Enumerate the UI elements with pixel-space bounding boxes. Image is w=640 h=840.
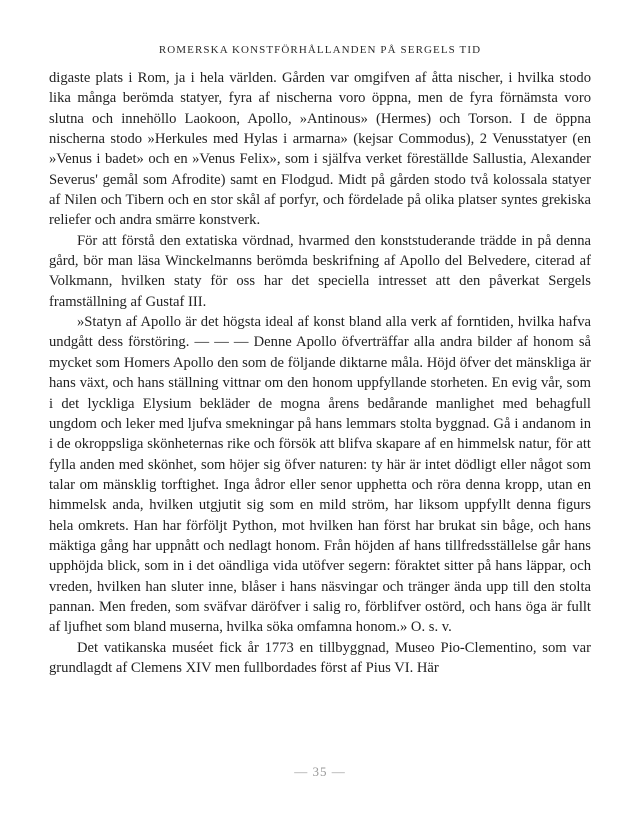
paragraph-museo-pio-clementino: Det vatikanska muséet fick år 1773 en tillbyggnad, Museo Pio-Clementino, som var grundlagdt af Clemens XIV men fullbordades först af Pius VI. Här xyxy=(49,639,591,676)
paragraph-winckelmann-intro: För att förstå den extatiska vördnad, hvarmed den konststuderande trädde in på denna gård, bör man läsa Winckelmanns berömda beskrifning af Apollo del Belvedere, citerad af Volkmann, hvilken staty för oss har det speciella intresset att den påverkat Sergels framställning af Gustaf III. xyxy=(49,232,591,310)
running-head: ROMERSKA KONSTFÖRHÅLLANDEN PÅ SERGELS TID xyxy=(158,44,482,56)
paragraph-apollo-quote: »Statyn af Apollo är det högsta ideal af konst bland alla verk af forntiden, hvilka hafva undgått dess förstöring. — — — Denne Apollo öfverträffar alla andra bilder af honom så mycket som Homers Apollo den som de följande diktarne måla. Höjd öfver det mänskliga är hans växt, och hans ställning vittnar om den honom uppfyllande storheten. En evig vår, som i det lyckliga Elysium bekläder de mogna årens bedårande manlighet med behagfull ungdom och leker med ljufva smekningar på hans lemmars stolta byggnad. Gå i andanom in i de okroppsliga skönheternas rike och försök att blifva skapare af en himmelsk natur, för att fylla anden med skönhet, som höjer sig öfver naturen: ty här är intet dödligt eller något som talar om mänsklig torftighet. Inga ådror eller senor upphetta och röra denna kropp, utan en himmelsk anda, hvilken utgjutit sig som en mild ström, har liksom uppfyllt denna figurs hela omkrets. Han har förföljt Python, mot hvilken han först har brukat sin båge, och hans mäktiga gång har uppnått och nedlagt honom. Från höjden af hans tillfredsställelse går hans upphöjda blick, som in i det oändliga vida utöfver segern: föraktet sitter på hans läppar, och vreden, hvilken han sluter inne, blåser i hans näsvingar och tränger ända upp till den stolta pannan. Men freden, som sväfvar däröfver i salig ro, förblifver ostörd, och hans öga är fullt af ljufhet som bland muserna, hvilka söka omfamna honom.» O. s. v. xyxy=(49,314,591,636)
paragraph-continuation: digaste plats i Rom, ja i hela världen. Gården var omgifven af åtta nischer, i hvilka stodo lika många berömda statyer, fyra af nischerna voro öppna, men de fyra förnämsta voro slutna och innehöllo Laokoon, Apollo, »Antinous» (Hermes) och Torson. I de öppna nischerna stodo »Herkules med Hylas i armarna» (kejsar Commodus), 2 Venusstatyer (en »Venus i badet» och en »Venus Felix», som i själfva verket föreställde Sallustia, Alexander Severus' gemål som Afrodite) samt en Flodgud. Midt på gården stodo två kolossala statyer af Nilen och Tibern och en stor skål af porfyr, och fördelade på olika platser syntes grekiska reliefer och andra smärre konstverk. xyxy=(49,70,591,229)
body-text xyxy=(49,68,591,678)
page-number: — 35 — xyxy=(294,764,346,779)
